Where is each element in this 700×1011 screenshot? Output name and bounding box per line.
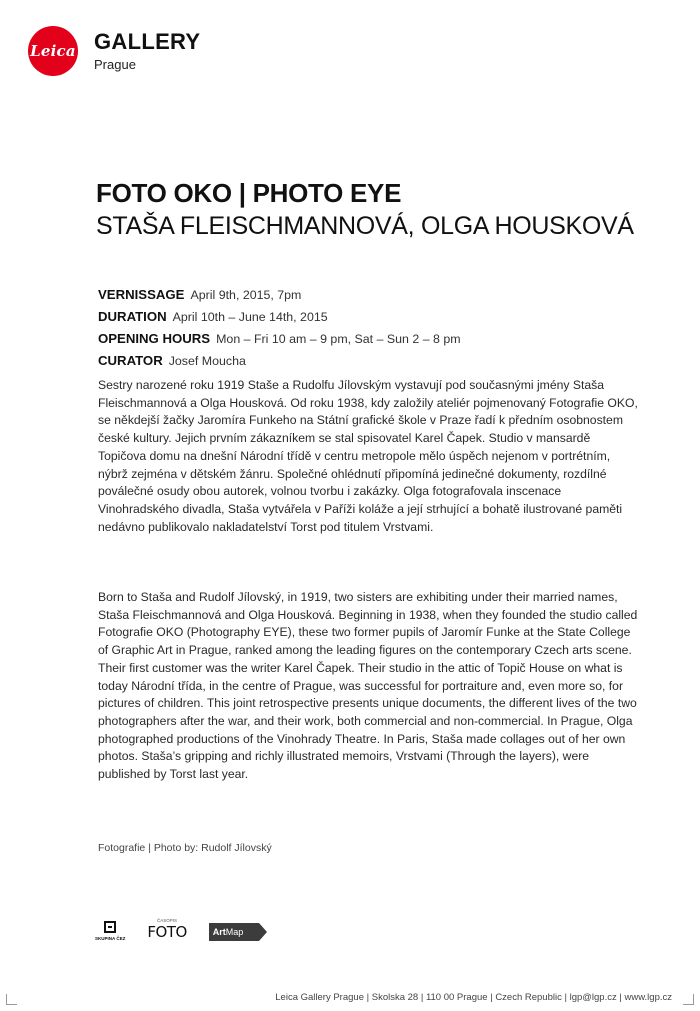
detail-row: [98, 306, 461, 328]
exhibition-details: [98, 284, 461, 372]
logo-text: Leica: [30, 42, 76, 60]
artmap-map: Map: [225, 927, 244, 937]
cez-logo: [95, 921, 125, 941]
header: [28, 26, 200, 76]
detail-row: [98, 350, 461, 372]
detail-value: April 10th – June 14th, 2015: [172, 310, 328, 324]
city-label: Prague: [94, 57, 136, 72]
leica-logo: [28, 26, 78, 76]
exhibition-title: FOTO OKO | PHOTO EYE: [96, 178, 402, 208]
cez-label: SKUPINA ČEZ: [95, 936, 126, 941]
brand: [94, 31, 200, 71]
description-english: Born to Staša and Rudolf Jílovský, in 1919, two sisters are exhibiting under their married names, Staša Fleischmannová and Olga Housková. Beginning in 1938, when they founded the studio called Fotografie OKO (Photography EYE), these two former pupils of Jaromír Funke at the State College of Graphic Art in Prague, ranked among the leading figures on the contemporary Czech arts scene. Their first customer was the writer Karel Čapek. Their studio in the attic of Topič House on what is today Národní třída, in the centre of Prague, was successful for portraiture and, even more so, for pictures of children. This joint retrospective presents unique documents, the different lives of the two photographers after the war, and their work, both commercial and non-commercial. In Prague, Olga photographed productions of the Vinohrady Theatre. In Paris, Staša made collages out of her own photos. Staša’s gripping and richly illustrated memoirs, Vrstvami (Through the layers), were published by Torst last year.: [98, 590, 638, 782]
gallery-label: GALLERY: [94, 29, 201, 54]
description-czech: Sestry narozené roku 1919 Staše a Rudolfu Jílovským vystavují pod současnými jmény Staša Fleischmannová a Olga Housková. Od roku 1938, kdy založily ateliér pojmenovaný Fotografie OKO, se někdejší žačky Jaromíra Funkeho na Státní grafické škole v Praze řadí k předním osobnostem české kultury. Jejich prvním zákazníkem se stal spisovatel Karel Čapek. Studio v mansardě Topičova domu na dnešní Národní třídě v centru metropole mělo úspěch nejenom v portrétním, nýbrž zejména v dětském žánru. Společné ohlédnutí připomíná jedinečné dokumenty, rozdílné poválečné osudy obou autorek, volnou tvorbu i zakázky. Olga fotografovala inscenace Vinohradského divadla, Staša vytvářela v Paříži koláže a její strhující a bohatě ilustrované paměti nedávno publikovalo nakladatelství Torst pod titulem Vrstvami.: [98, 378, 638, 534]
detail-row: [98, 284, 461, 306]
title-block: [96, 178, 634, 241]
detail-label: DURATION: [98, 309, 167, 324]
footer-contact: Leica Gallery Prague | Skolska 28 | 110 00 Prague | Czech Republic | lgp@lgp.cz | www.lgp.cz: [275, 992, 672, 1003]
foto-small-label: ČASOPIS: [157, 918, 178, 923]
foto-big-label: FOTO: [147, 923, 187, 941]
artmap-logo: [209, 923, 260, 941]
detail-label: VERNISSAGE: [98, 287, 185, 302]
photo-credit: Fotografie | Photo by: Rudolf Jílovský: [98, 842, 272, 854]
detail-label: CURATOR: [98, 353, 163, 368]
detail-value: Mon – Fri 10 am – 9 pm, Sat – Sun 2 – 8 pm: [216, 332, 461, 346]
foto-magazine-logo: [147, 918, 186, 941]
sponsor-logos: [95, 918, 259, 941]
artmap-art: Art: [212, 927, 226, 937]
crop-mark-bottom-left: [6, 994, 17, 1005]
artists-title: STAŠA FLEISCHMANNOVÁ, OLGA HOUSKOVÁ: [96, 212, 634, 240]
detail-value: Josef Moucha: [168, 354, 246, 368]
detail-value: April 9th, 2015, 7pm: [190, 288, 302, 302]
detail-label: OPENING HOURS: [98, 331, 211, 346]
crop-mark-bottom-right: [683, 994, 694, 1005]
detail-row: [98, 328, 461, 350]
cez-mark-icon: [104, 921, 116, 933]
